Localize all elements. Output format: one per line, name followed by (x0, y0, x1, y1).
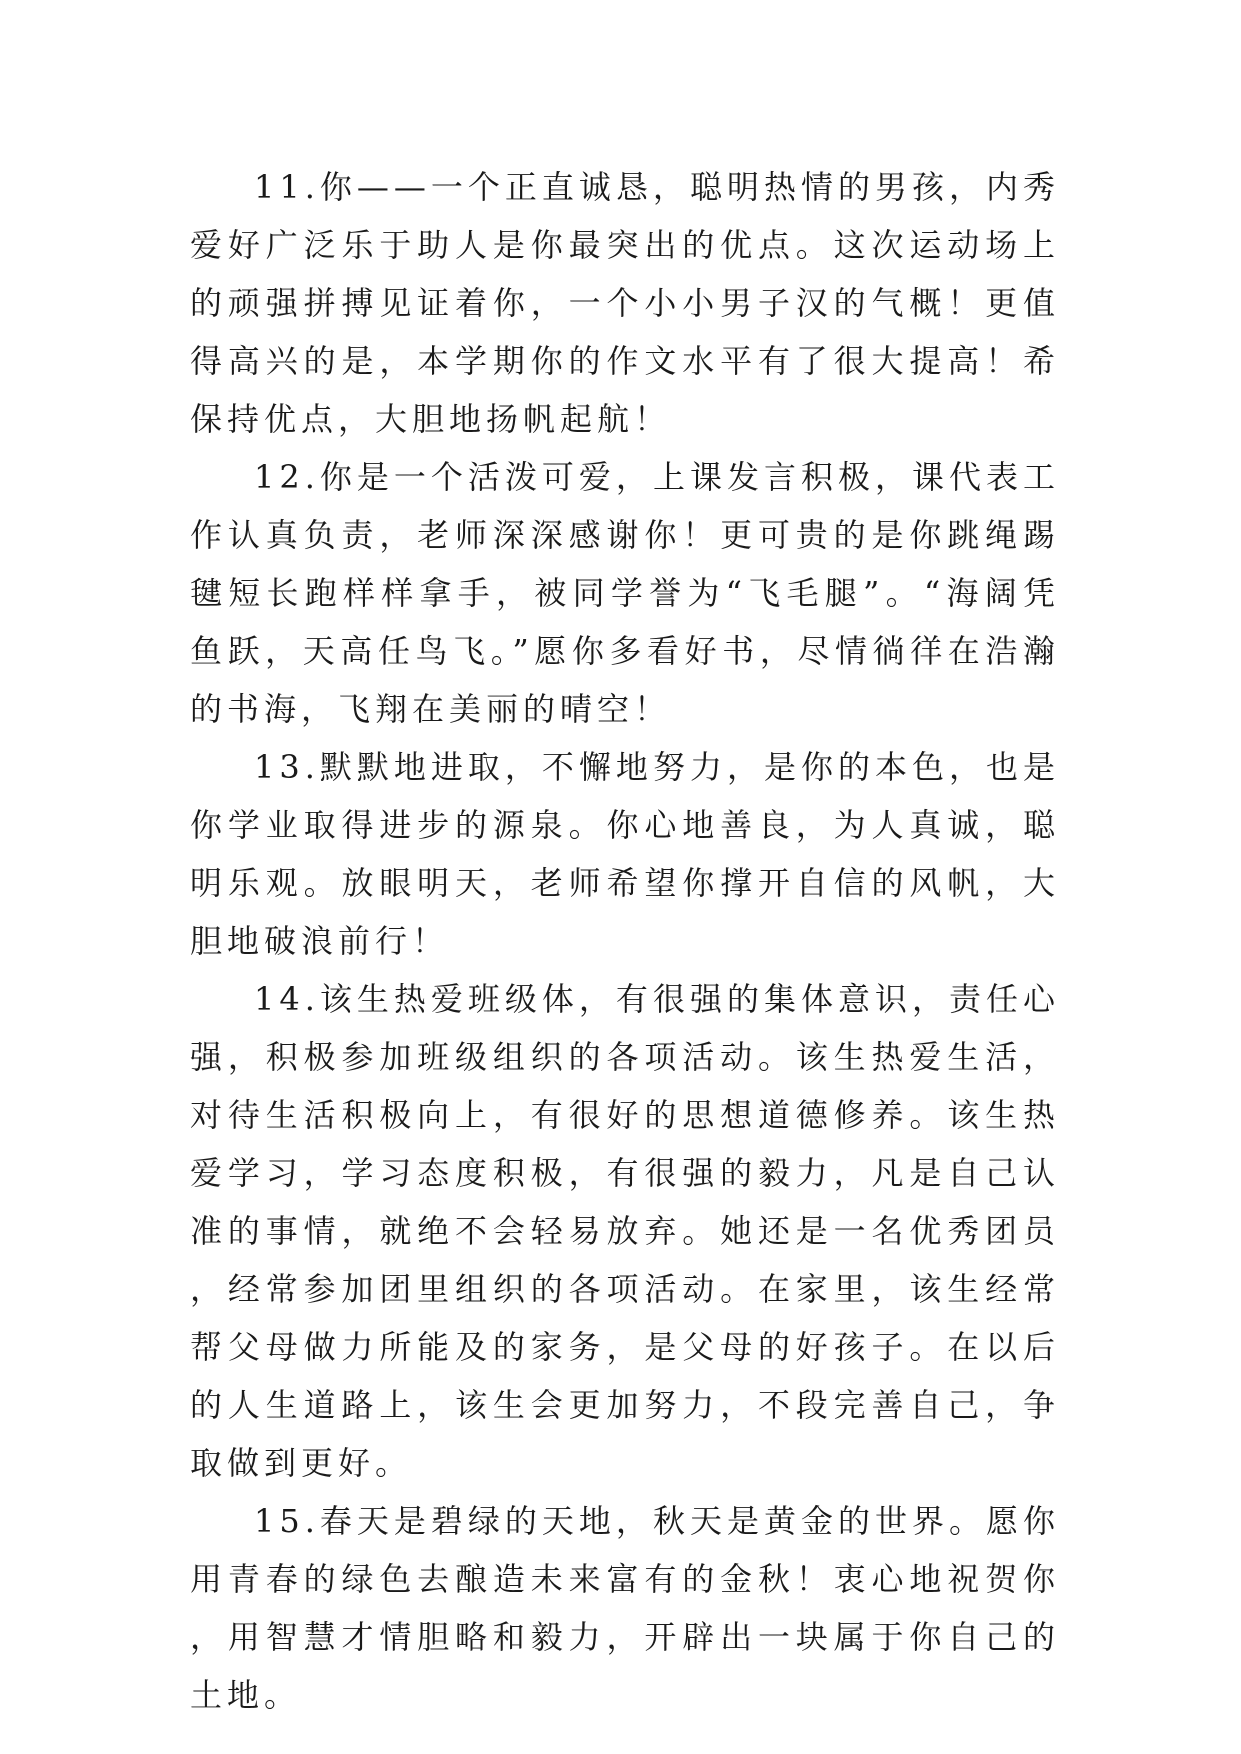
paragraph-11: 11.你——一个正直诚恳，聪明热情的男孩，内秀爱好广泛乐于助人是你最突出的优点。这次运动场上的顽强拼搏见证着你，一个小小男子汉的气概！更值得高兴的是，本学期你的作文水平有了很大提高！希保持优点，大胆地扬帆起航！ (190, 168, 1060, 438)
paragraph-12: 12.你是一个活泼可爱，上课发言积极，课代表工作认真负责，老师深深感谢你！更可贵的是你跳绳踢毽短长跑样样拿手，被同学誉为“飞毛腿”。“海阔凭鱼跃，天高任鸟飞。”愿你多看好书，尽情徜徉在浩瀚的书海，飞翔在美丽的晴空！ (190, 458, 1060, 728)
paragraph-14: 14.该生热爱班级体，有很强的集体意识，责任心强，积极参加班级组织的各项活动。该生热爱生活，对待生活积极向上，有很好的思想道德修养。该生热爱学习，学习态度积极，有很强的毅力，凡是自己认准的事情，就绝不会轻易放弃。她还是一名优秀团员，经常参加团里组织的各项活动。在家里，该生经常帮父母做力所能及的家务，是父母的好孩子。在以后的人生道路上，该生会更加努力，不段完善自己，争取做到更好。 (190, 980, 1060, 1482)
paragraph-13: 13.默默地进取，不懈地努力，是你的本色，也是你学业取得进步的源泉。你心地善良，为人真诚，聪明乐观。放眼明天，老师希望你撑开自信的风帆，大胆地破浪前行！ (190, 748, 1060, 960)
document-body (190, 158, 1060, 1724)
paragraph-15: 15.春天是碧绿的天地，秋天是黄金的世界。愿你用青春的绿色去酿造未来富有的金秋！衷心地祝贺你，用智慧才情胆略和毅力，开辟出一块属于你自己的土地。 (190, 1502, 1060, 1714)
